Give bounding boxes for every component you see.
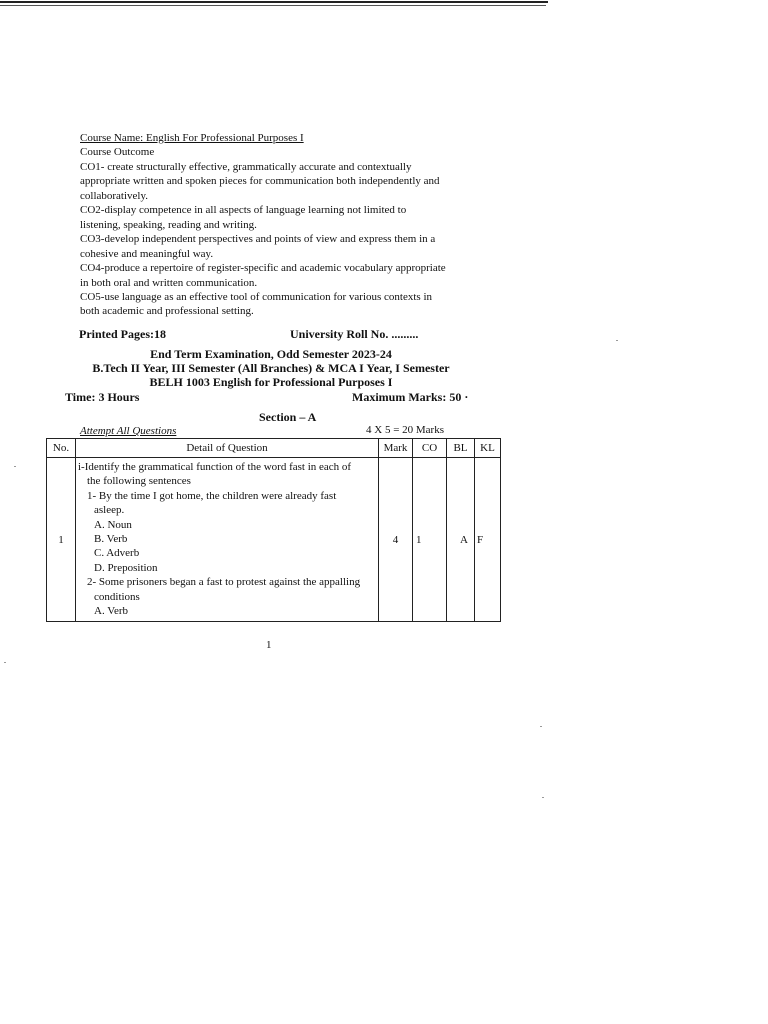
question-option: C. Adverb (94, 547, 140, 560)
header-no: No. (47, 439, 76, 458)
top-rule-secondary (0, 5, 546, 6)
outcome-line: listening, speaking, reading and writing. (80, 218, 257, 231)
outcome-line: in both oral and written communication. (80, 276, 258, 289)
printed-pages: Printed Pages:18 (79, 327, 166, 341)
scan-speck (540, 726, 542, 727)
question-line: asleep. (94, 504, 125, 517)
exam-title: End Term Examination, Odd Semester 2023-24 (150, 347, 392, 361)
outcome-line: CO4-produce a repertoire of register-specific and academic vocabulary appropriate (80, 262, 446, 275)
header-bl: BL (447, 439, 475, 458)
top-rule (0, 1, 548, 3)
maximum-marks: Maximum Marks: 50 · (352, 390, 469, 404)
course-name: Course Name: English For Professional Purposes I (80, 132, 304, 144)
question-table (46, 438, 501, 622)
outcome-line: CO1- create structurally effective, grammatically accurate and contextually (80, 160, 412, 173)
question-line: the following sentences (87, 475, 191, 488)
outcome-line: cohesive and meaningful way. (80, 247, 214, 260)
header-co: CO (413, 439, 447, 458)
section-marks-formula: 4 X 5 = 20 Marks (366, 424, 445, 436)
course-outcomes-block (80, 131, 470, 319)
question-detail (76, 458, 379, 622)
outcome-line: CO3-develop independent perspectives and points of view and express them in a (80, 233, 436, 246)
exam-time: Time: 3 Hours (65, 390, 140, 404)
question-bl: A (447, 458, 475, 622)
question-option: D. Preposition (94, 561, 158, 574)
outcome-line: appropriate written and spoken pieces for communication both independently and (80, 175, 440, 188)
scan-speck (14, 466, 16, 467)
outcome-line: CO2-display competence in all aspects of language learning not limited to (80, 204, 407, 217)
question-option: A. Verb (94, 605, 129, 618)
outcome-line: CO5-use language as an effective tool of communication for various contexts in (80, 290, 432, 303)
outcome-line: collaboratively. (80, 189, 149, 202)
question-line: 2- Some prisoners began a fast to protest against the appalling (87, 576, 361, 589)
question-number: 1 (47, 458, 76, 622)
page-number: 1 (266, 639, 272, 651)
university-roll-no: University Roll No. ......... (290, 327, 419, 341)
outcome-line: both academic and professional setting. (80, 305, 254, 318)
scan-speck (616, 340, 618, 341)
exam-program: B.Tech II Year, III Semester (All Branches) & MCA I Year, I Semester (92, 361, 450, 375)
scan-speck (4, 662, 6, 663)
question-kl: F (475, 458, 501, 622)
table-header-row (47, 439, 501, 458)
question-line: conditions (94, 590, 140, 603)
question-option: B. Verb (94, 533, 128, 546)
scan-speck (542, 797, 544, 798)
header-kl: KL (475, 439, 501, 458)
question-co: 1 (413, 458, 447, 622)
course-code-title: BELH 1003 English for Professional Purposes I (149, 375, 393, 389)
header-detail: Detail of Question (76, 439, 379, 458)
question-option: A. Noun (94, 518, 132, 531)
section-title: Section – A (259, 410, 317, 424)
course-outcome-heading: Course Outcome (80, 146, 155, 159)
section-instruction: Attempt All Questions (80, 425, 177, 437)
question-mark: 4 (379, 458, 413, 622)
question-line: i-Identify the grammatical function of the word fast in each of (78, 461, 352, 473)
table-row (47, 458, 501, 622)
header-mark: Mark (379, 439, 413, 458)
question-line: 1- By the time I got home, the children were already fast (87, 489, 337, 502)
